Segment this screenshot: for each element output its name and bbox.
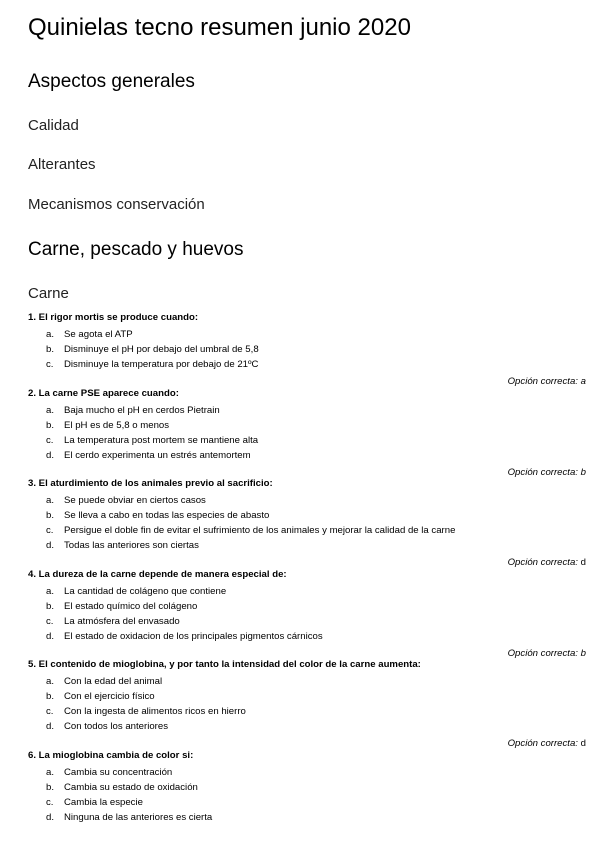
answer-label: Opción correcta: xyxy=(507,467,578,478)
answer-value: b xyxy=(580,467,586,478)
option-text: Ninguna de las anteriores es cierta xyxy=(64,812,213,823)
option-text: La atmósfera del envasado xyxy=(64,616,180,627)
option-letter: b. xyxy=(46,344,55,355)
answer-label: Opción correcta: xyxy=(507,738,578,749)
question-1: 1. El rigor mortis se produce cuando: xyxy=(28,312,199,323)
option-text: Se agota el ATP xyxy=(64,329,133,340)
option-letter: a. xyxy=(46,329,55,340)
option-text: Se puede obviar en ciertos casos xyxy=(64,495,206,506)
option-letter: b. xyxy=(46,601,55,612)
option-letter: c. xyxy=(46,706,54,717)
option-letter: d. xyxy=(46,721,55,732)
option-letter: b. xyxy=(46,510,55,521)
option-text: Cambia su concentración xyxy=(64,767,173,778)
option-text: Con la ingesta de alimentos ricos en hierro xyxy=(64,706,246,717)
option-letter: c. xyxy=(46,797,54,808)
answer-label: Opción correcta: xyxy=(507,376,578,387)
answer-value: d xyxy=(580,738,586,749)
question-2: 2. La carne PSE aparece cuando: xyxy=(28,388,179,399)
option-letter: b. xyxy=(46,420,55,431)
option-letter: d. xyxy=(46,450,55,461)
option-text: Disminuye el pH por debajo del umbral de 5,8 xyxy=(64,344,259,355)
subheading-mecanismos-conservacion: Mecanismos conservación xyxy=(28,196,205,213)
question-5: 5. El contenido de mioglobina, y por tanto la intensidad del color de la carne aumenta: xyxy=(28,659,421,670)
option-text: Disminuye la temperatura por debajo de 21ºC xyxy=(64,359,259,370)
question-5-correct-answer xyxy=(508,738,586,749)
option-letter: a. xyxy=(46,676,55,687)
question-2-correct-answer xyxy=(508,467,586,478)
question-4-correct-answer xyxy=(508,648,586,659)
option-text: Persigue el doble fin de evitar el sufrimiento de los animales y mejorar la calidad de la carne xyxy=(64,525,456,536)
option-letter: a. xyxy=(46,586,55,597)
answer-value: d xyxy=(580,557,586,568)
option-text: Con el ejercicio físico xyxy=(64,691,155,702)
option-letter: c. xyxy=(46,525,54,536)
answer-label: Opción correcta: xyxy=(507,557,578,568)
option-text: Con todos los anteriores xyxy=(64,721,168,732)
option-letter: c. xyxy=(46,435,54,446)
option-text: La cantidad de colágeno que contiene xyxy=(64,586,227,597)
option-text: Con la edad del animal xyxy=(64,676,163,687)
heading-carne-pescado-huevos: Carne, pescado y huevos xyxy=(28,239,244,260)
option-text: El cerdo experimenta un estrés antemortem xyxy=(64,450,251,461)
option-letter: c. xyxy=(46,359,54,370)
answer-label: Opción correcta: xyxy=(507,648,578,659)
option-text: Todas las anteriores son ciertas xyxy=(64,540,199,551)
option-letter: b. xyxy=(46,782,55,793)
subheading-calidad: Calidad xyxy=(28,117,79,134)
subheading-carne: Carne xyxy=(28,285,69,302)
option-text: Se lleva a cabo en todas las especies de abasto xyxy=(64,510,270,521)
option-letter: c. xyxy=(46,616,54,627)
option-letter: a. xyxy=(46,495,55,506)
answer-value: a xyxy=(580,376,586,387)
question-1-correct-answer xyxy=(508,376,586,387)
heading-aspectos-generales: Aspectos generales xyxy=(28,71,195,92)
option-text: El estado químico del colágeno xyxy=(64,601,198,612)
question-4: 4. La dureza de la carne depende de manera especial de: xyxy=(28,569,287,580)
option-text: La temperatura post mortem se mantiene alta xyxy=(64,435,259,446)
option-text: Cambia la especie xyxy=(64,797,143,808)
option-text: Baja mucho el pH en cerdos Pietrain xyxy=(64,405,220,416)
question-3: 3. El aturdimiento de los animales previo al sacrificio: xyxy=(28,478,273,489)
option-letter: d. xyxy=(46,540,55,551)
option-letter: a. xyxy=(46,405,55,416)
document-title: Quinielas tecno resumen junio 2020 xyxy=(28,14,411,41)
question-6: 6. La mioglobina cambia de color si: xyxy=(28,750,194,761)
option-letter: a. xyxy=(46,767,55,778)
subheading-alterantes: Alterantes xyxy=(28,156,96,173)
option-text: El pH es de 5,8 o menos xyxy=(64,420,170,431)
option-letter: b. xyxy=(46,691,55,702)
option-letter: d. xyxy=(46,812,55,823)
answer-value: b xyxy=(580,648,586,659)
option-letter: d. xyxy=(46,631,55,642)
option-text: El estado de oxidacion de los principales pigmentos cárnicos xyxy=(64,631,323,642)
question-3-correct-answer xyxy=(508,557,586,568)
option-text: Cambia su estado de oxidación xyxy=(64,782,198,793)
